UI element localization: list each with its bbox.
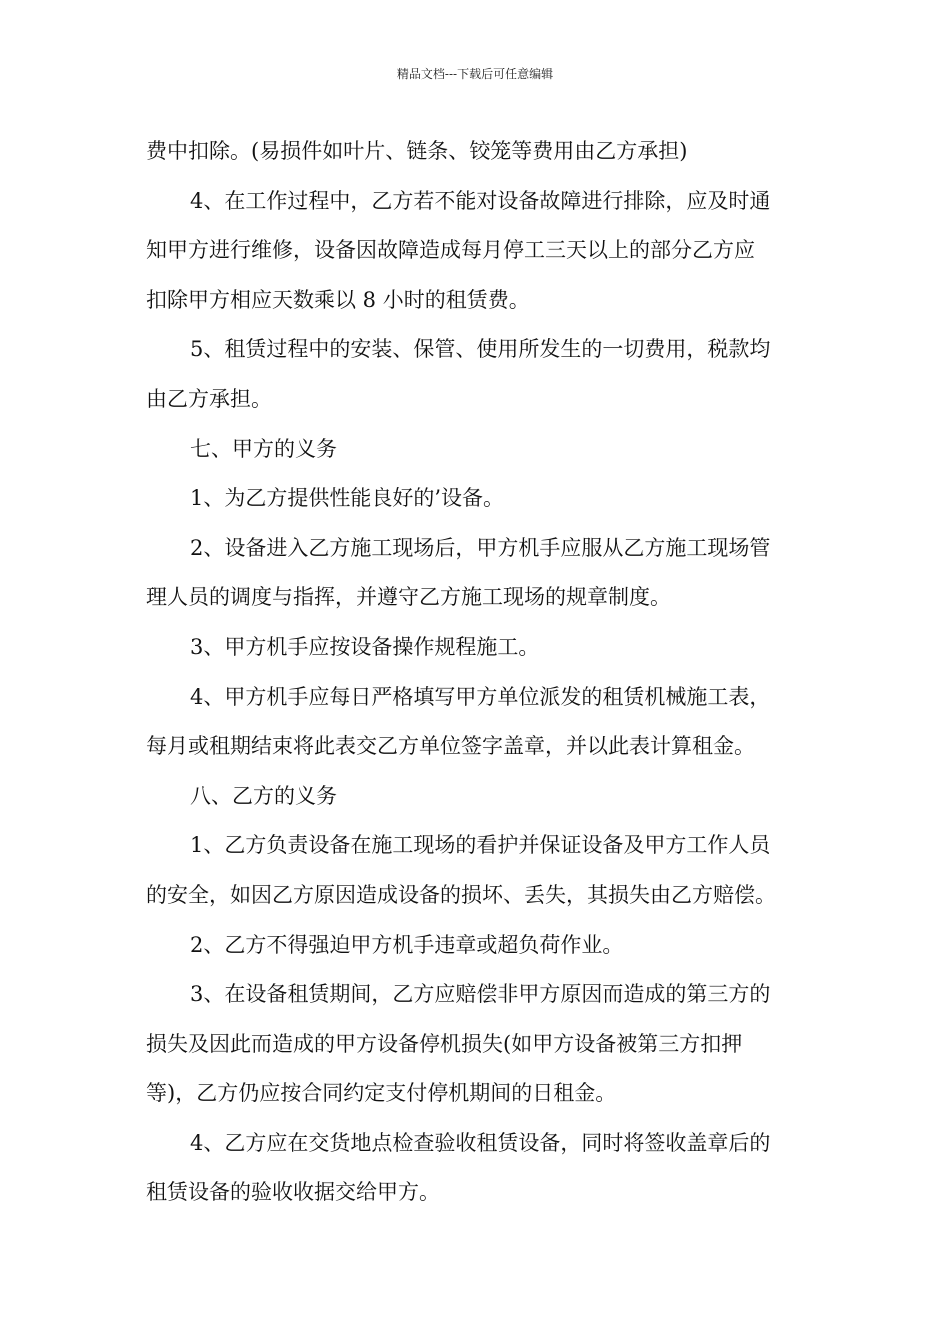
section-heading-8: 八、乙方的义务	[190, 783, 337, 808]
text-line-4: 扣除甲方相应天数乘以 8 小时的租赁费。	[146, 287, 530, 312]
text-line-6: 由乙方承担。	[146, 386, 272, 411]
text-line-17: 2、乙方不得强迫甲方机手违章或超负荷作业。	[190, 932, 624, 957]
text-line-10: 理人员的调度与指挥，并遵守乙方施工现场的规章制度。	[146, 585, 671, 610]
text-line-1: 费中扣除。(易损件如叶片、链条、铰笼等费用由乙方承担)	[146, 139, 688, 163]
text-line-2: 4、在工作过程中，乙方若不能对设备故障进行排除，应及时通	[190, 188, 771, 213]
text-line-19: 损失及因此而造成的甲方设备停机损失(如甲方设备被第三方扣押	[146, 1031, 743, 1056]
text-line-5: 5、租赁过程中的安装、保管、使用所发生的一切费用，税款均	[190, 337, 771, 362]
text-line-18: 3、在设备租赁期间，乙方应赔偿非甲方原因而造成的第三方的	[190, 982, 771, 1007]
text-line-15: 1、乙方负责设备在施工现场的看护并保证设备及甲方工作人员	[190, 833, 771, 858]
text-line-3: 知甲方进行维修，设备因故障造成每月停工三天以上的部分乙方应	[146, 238, 755, 263]
text-line-16: 的安全，如因乙方原因造成设备的损坏、丢失，其损失由乙方赔偿。	[146, 882, 776, 907]
text-line-21: 4、乙方应在交货地点检查验收租赁设备，同时将签收盖章后的	[190, 1130, 771, 1155]
text-line-20: 等)，乙方仍应按合同约定支付停机期间的日租金。	[146, 1081, 617, 1106]
section-heading-7: 七、甲方的义务	[190, 436, 337, 461]
text-line-9: 2、设备进入乙方施工现场后，甲方机手应服从乙方施工现场管	[190, 535, 771, 560]
text-line-11: 3、甲方机手应按设备操作规程施工。	[190, 634, 540, 659]
document-body	[146, 127, 808, 1218]
text-line-13: 每月或租期结束将此表交乙方单位签字盖章，并以此表计算租金。	[146, 734, 755, 759]
text-line-12: 4、甲方机手应每日严格填写甲方单位派发的租赁机械施工表，	[190, 684, 771, 709]
text-line-8: 1、为乙方提供性能良好的’设备。	[190, 486, 505, 511]
page-header: 精品文档---下载后可任意编辑	[396, 67, 554, 81]
text-line-22: 租赁设备的验收收据交给甲方。	[146, 1180, 440, 1205]
